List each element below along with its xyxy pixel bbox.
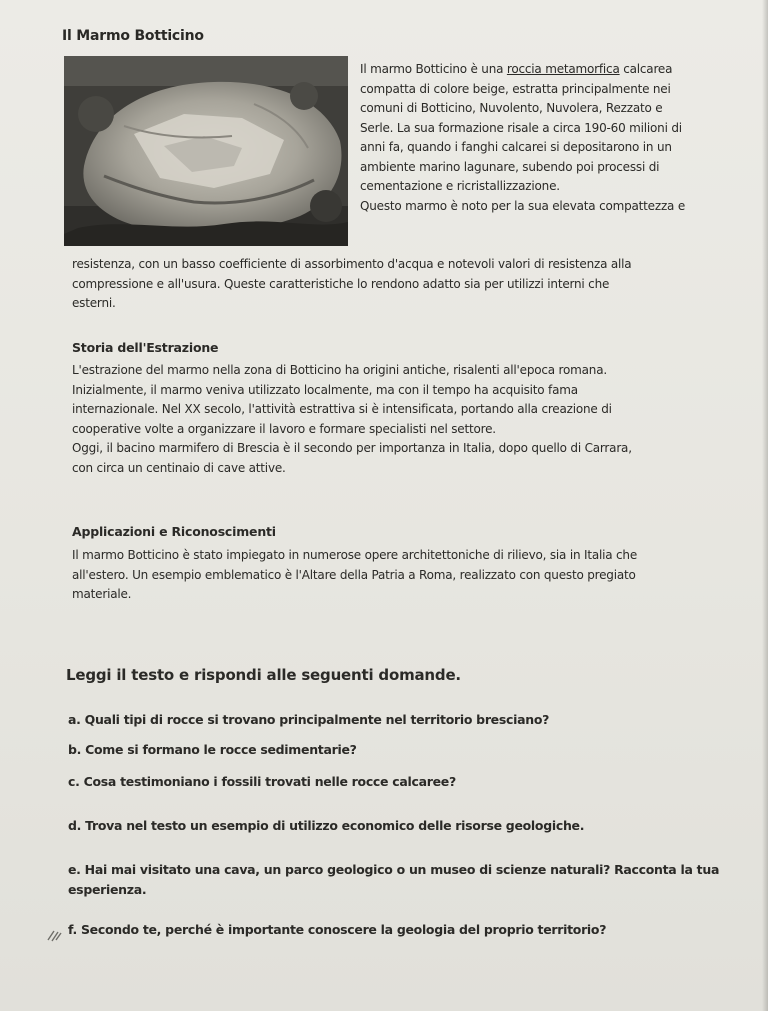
question-b: b. Come si formano le rocce sedimentarie? bbox=[68, 742, 357, 757]
history-paragraph bbox=[72, 361, 732, 478]
history-line: cooperative volte a organizzare il lavoro e formare specialisti nel settore. bbox=[72, 421, 496, 436]
applications-line: Il marmo Botticino è stato impiegato in numerose opere architettoniche di rilievo, sia in Italia che bbox=[72, 548, 638, 562]
history-line: Inizialmente, il marmo veniva utilizzato localmente, ma con il tempo ha acquisito fama bbox=[72, 382, 578, 397]
question-d: d. Trova nel testo un esempio di utilizzo economico delle risorse geologiche. bbox=[68, 818, 585, 833]
pen-mark-icon bbox=[46, 928, 70, 948]
intro-line: esterni. bbox=[72, 296, 116, 310]
page-edge-shadow bbox=[762, 0, 768, 1011]
intro-line: anni fa, quando i fanghi calcarei si depositarono in un bbox=[360, 140, 672, 154]
underlined-term: roccia metamorfica bbox=[506, 62, 620, 76]
intro-line: comuni di Botticino, Nuvolento, Nuvolera, Rezzato e bbox=[360, 101, 663, 115]
question-e: e. Hai mai visitato una cava, un parco geologico o un museo di scienze naturali? Racconta la tua bbox=[68, 862, 720, 877]
question-e-continued: esperienza. bbox=[68, 882, 147, 897]
applications-heading: Applicazioni e Riconoscimenti bbox=[72, 524, 276, 539]
applications-paragraph bbox=[72, 546, 732, 605]
history-line: L'estrazione del marmo nella zona di Botticino ha origini antiche, risalenti all'epoca romana. bbox=[72, 363, 607, 377]
intro-line: Il marmo Botticino è una roccia metamorfica calcarea bbox=[360, 62, 673, 76]
applications-line: all'estero. Un esempio emblematico è l'Altare della Patria a Roma, realizzato con questo pregiato bbox=[72, 567, 636, 582]
applications-line: materiale. bbox=[72, 587, 132, 601]
intro-line: compatta di colore beige, estratta principalmente nei bbox=[360, 81, 671, 96]
page-title: Il Marmo Botticino bbox=[62, 28, 204, 44]
history-heading: Storia dell'Estrazione bbox=[72, 340, 219, 355]
intro-line: compressione e all'usura. Queste caratteristiche lo rendono adatto sia per utilizzi interni che bbox=[72, 276, 610, 291]
intro-paragraph-continued bbox=[72, 255, 732, 314]
question-c: c. Cosa testimoniano i fossili trovati nelle rocce calcaree? bbox=[68, 774, 456, 789]
intro-line: ambiente marino lagunare, subendo poi processi di bbox=[360, 159, 660, 174]
questions-heading: Leggi il testo e rispondi alle seguenti domande. bbox=[66, 666, 461, 684]
intro-line: resistenza, con un basso coefficiente di assorbimento d'acqua e notevoli valori di resistenza alla bbox=[72, 257, 632, 271]
history-line: con circa un centinaio di cave attive. bbox=[72, 460, 286, 475]
intro-line: Serle. La sua formazione risale a circa 190-60 milioni di bbox=[360, 120, 682, 135]
question-f: f. Secondo te, perché è importante conoscere la geologia del proprio territorio? bbox=[68, 922, 607, 937]
history-line: Oggi, il bacino marmifero di Brescia è il secondo per importanza in Italia, dopo quello di Carrara, bbox=[72, 441, 632, 455]
quarry-aerial-photo bbox=[64, 56, 348, 246]
question-a: a. Quali tipi di rocce si trovano principalmente nel territorio bresciano? bbox=[68, 712, 550, 727]
intro-line: cementazione e ricristallizzazione. bbox=[360, 179, 560, 193]
intro-paragraph bbox=[360, 60, 750, 216]
history-line: internazionale. Nel XX secolo, l'attività estrattiva si è intensificata, portando alla creazione di bbox=[72, 402, 612, 416]
intro-line: Questo marmo è noto per la sua elevata compattezza e bbox=[360, 198, 686, 213]
